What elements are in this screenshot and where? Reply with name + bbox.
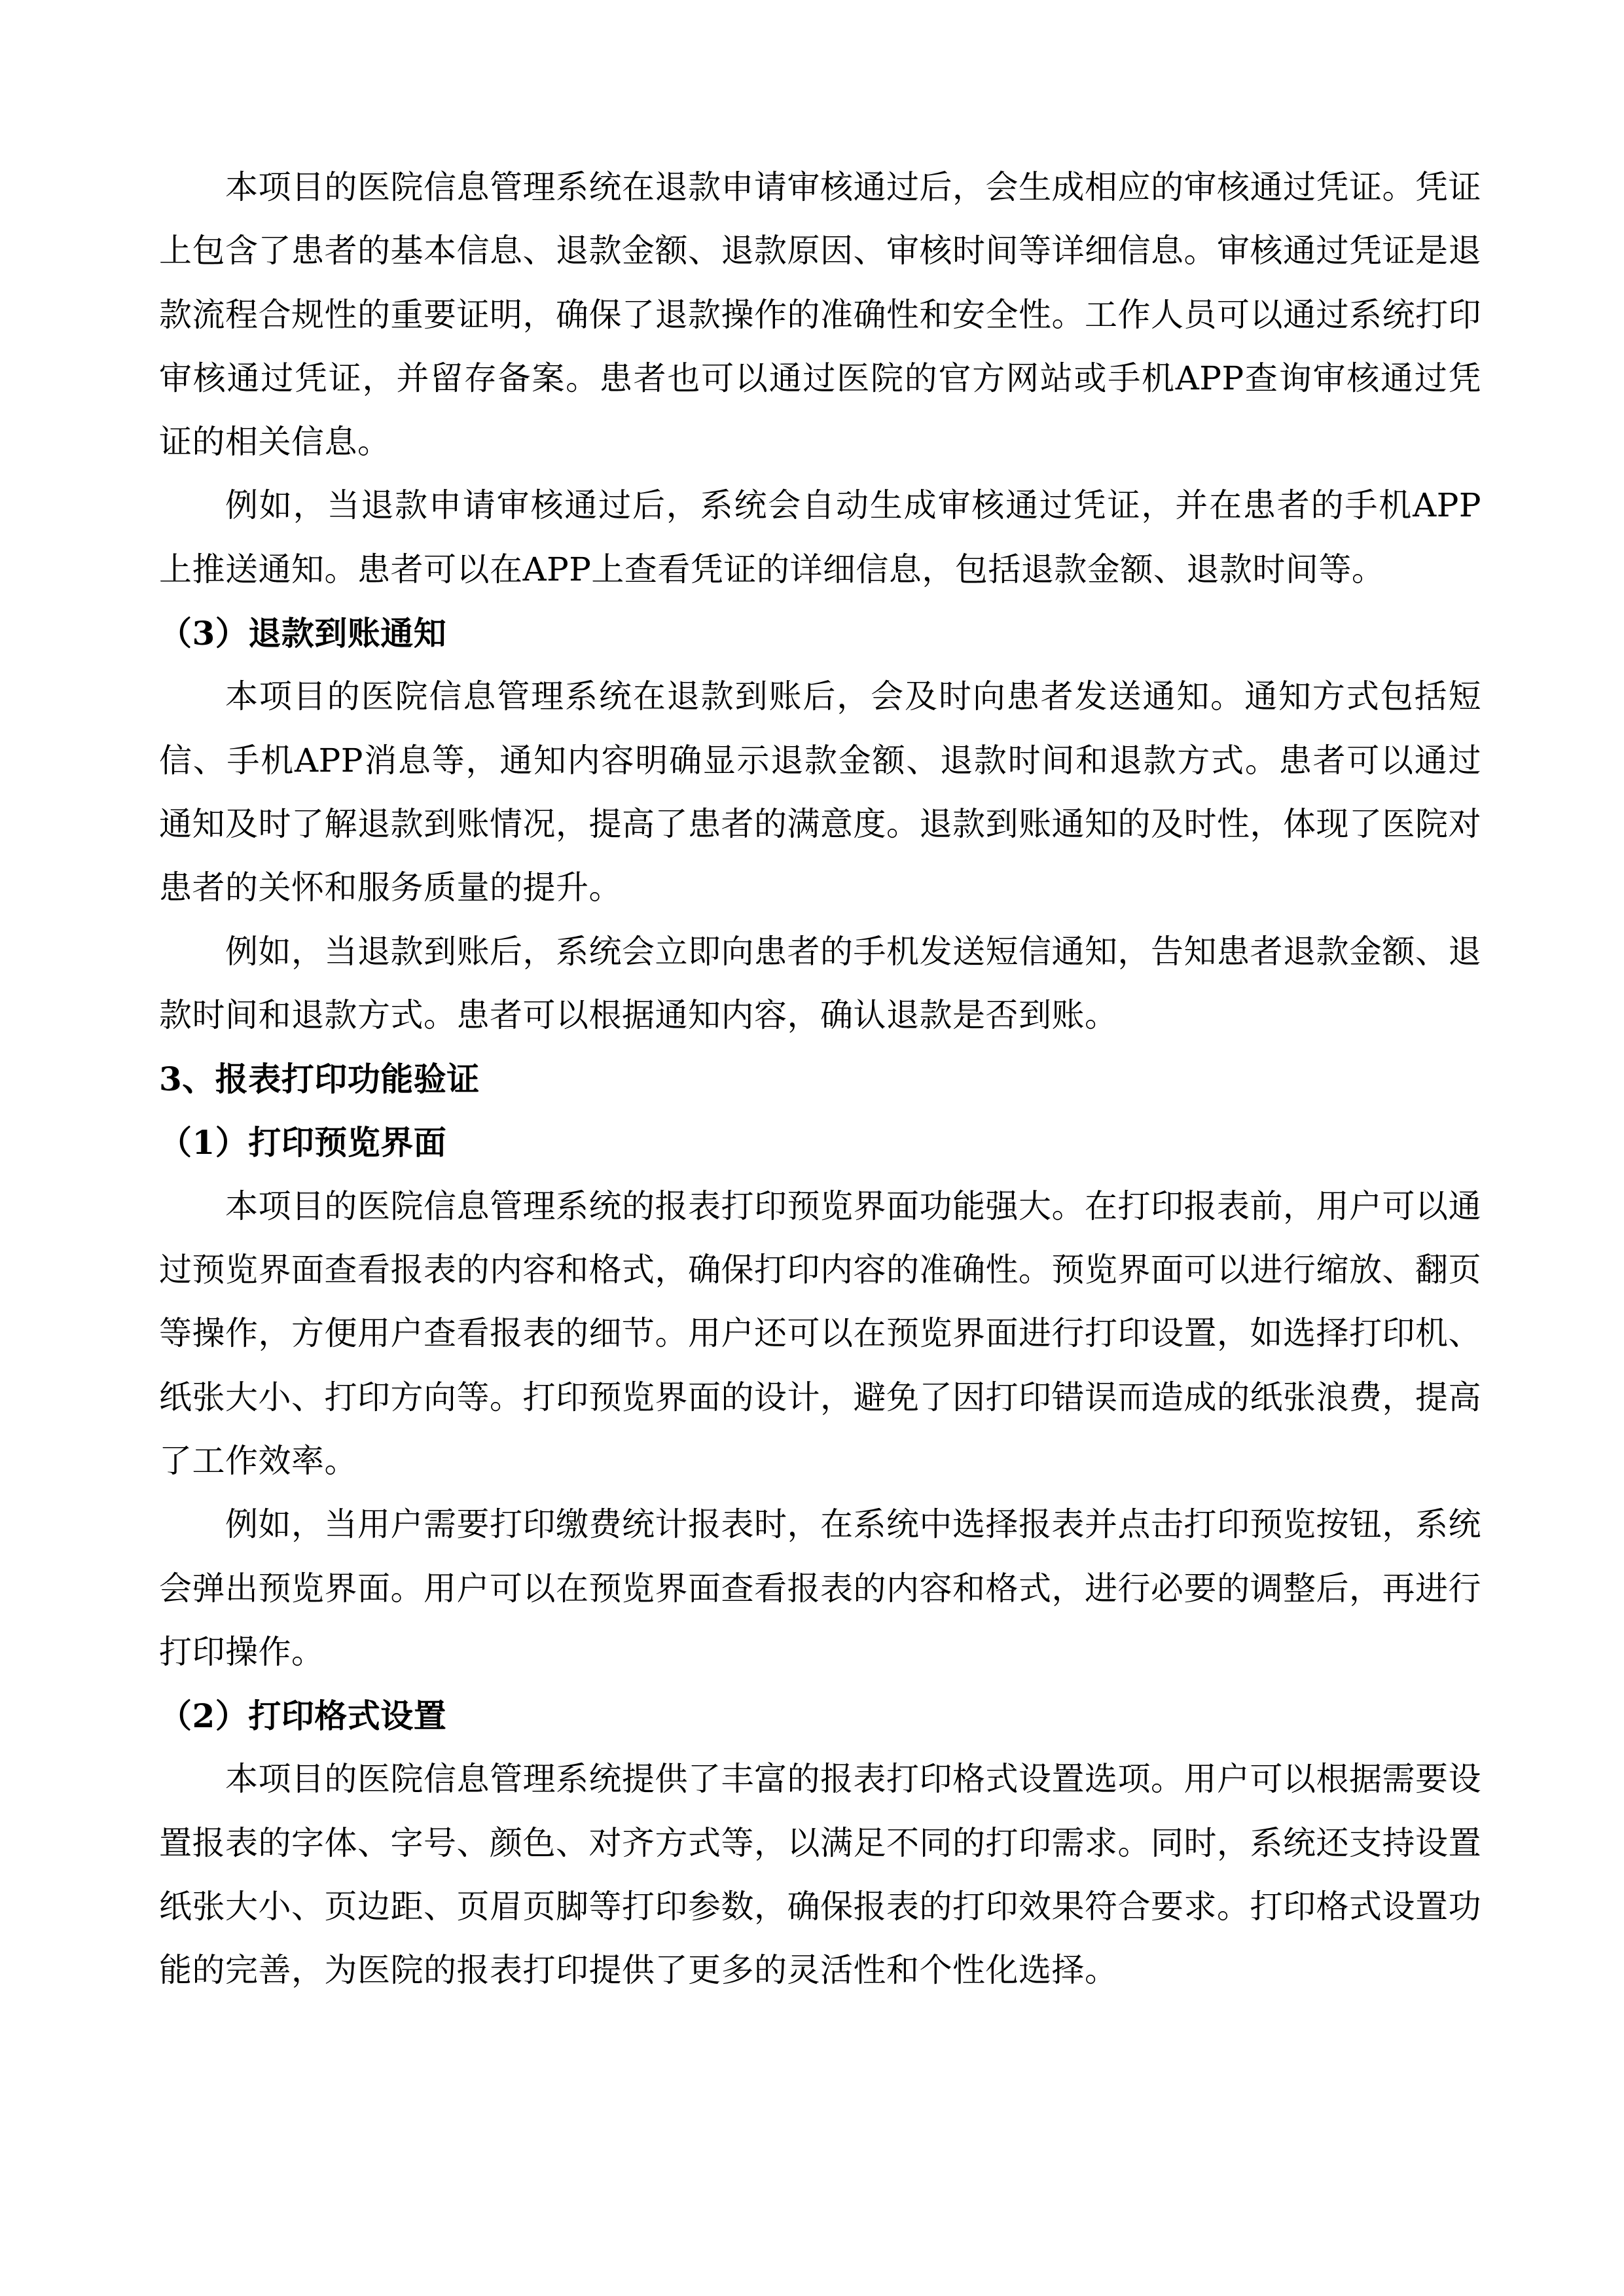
paragraph-print-format: 本项目的医院信息管理系统提供了丰富的报表打印格式设置选项。用户可以根据需要设置报表的字体、字号、颜色、对齐方式等，以满足不同的打印需求。同时，系统还支持设置纸张大小、页边距、页眉页脚等打印参数，确保报表的打印效果符合要求。打印格式设置功能的完善，为医院的报表打印提供了更多的灵活性和个性化选择。 <box>159 1760 1481 1990</box>
heading-print-format: （2）打印格式设置 <box>159 1696 447 1736</box>
document-page <box>159 156 1481 2003</box>
paragraph-approval-voucher: 本项目的医院信息管理系统在退款申请审核通过后，会生成相应的审核通过凭证。凭证上包含了患者的基本信息、退款金额、退款原因、审核时间等详细信息。审核通过凭证是退款流程合规性的重要证明，确保了退款操作的准确性和安全性。工作人员可以通过系统打印审核通过凭证，并留存备案。患者也可以通过医院的官方网站或手机APP查询审核通过凭证的相关信息。 <box>159 168 1481 461</box>
paragraph-print-preview-example: 例如，当用户需要打印缴费统计报表时，在系统中选择报表并点击打印预览按钮，系统会弹出预览界面。用户可以在预览界面查看报表的内容和格式，进行必要的调整后，再进行打印操作。 <box>159 1505 1481 1671</box>
heading-print-preview: （1）打印预览界面 <box>159 1123 447 1162</box>
paragraph-refund-notice: 本项目的医院信息管理系统在退款到账后，会及时向患者发送通知。通知方式包括短信、手机APP消息等，通知内容明确显示退款金额、退款时间和退款方式。患者可以通过通知及时了解退款到账情况，提高了患者的满意度。退款到账通知的及时性，体现了医院对患者的关怀和服务质量的提升。 <box>159 677 1481 907</box>
paragraph-approval-example: 例如，当退款申请审核通过后，系统会自动生成审核通过凭证，并在患者的手机APP上推送通知。患者可以在APP上查看凭证的详细信息，包括退款金额、退款时间等。 <box>159 486 1481 588</box>
heading-refund-notice: （3）退款到账通知 <box>159 614 447 653</box>
heading-report-print: 3、报表打印功能验证 <box>159 1060 480 1099</box>
paragraph-print-preview: 本项目的医院信息管理系统的报表打印预览界面功能强大。在打印报表前，用户可以通过预览界面查看报表的内容和格式，确保打印内容的准确性。预览界面可以进行缩放、翻页等操作，方便用户查看报表的细节。用户还可以在预览界面进行打印设置，如选择打印机、纸张大小、打印方向等。打印预览界面的设计，避免了因打印错误而造成的纸张浪费，提高了工作效率。 <box>159 1187 1481 1480</box>
paragraph-refund-notice-example: 例如，当退款到账后，系统会立即向患者的手机发送短信通知，告知患者退款金额、退款时间和退款方式。患者可以根据通知内容，确认退款是否到账。 <box>159 932 1481 1034</box>
